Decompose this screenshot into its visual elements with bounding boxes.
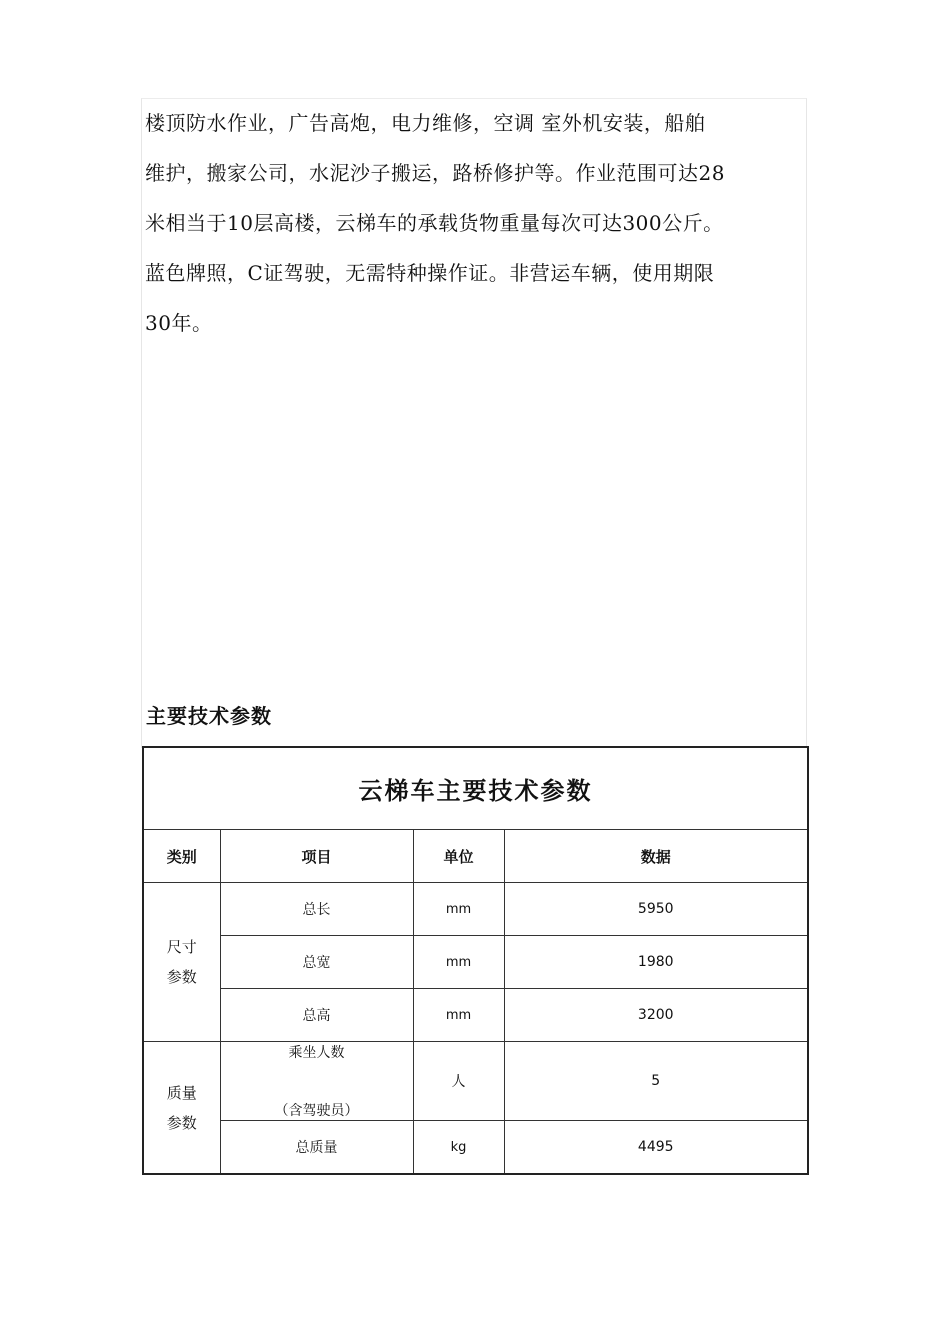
value-cell: 5	[504, 1042, 808, 1121]
unit-cell: kg	[413, 1121, 504, 1175]
paragraph-line: 蓝色牌照，C证驾驶，无需特种操作证。非营运车辆，使用期限	[145, 261, 715, 285]
paragraph-line: 米相当于10层高楼，云梯车的承载货物重量每次可达300公斤。	[145, 211, 724, 235]
item-cell: 总质量	[220, 1121, 413, 1175]
value-cell: 1980	[504, 936, 808, 989]
table-row	[143, 1042, 808, 1121]
item-cell: 总长	[220, 883, 413, 936]
item-label: 乘坐人数	[288, 1045, 345, 1061]
item-note: （含驾驶员）	[274, 1103, 359, 1119]
value-cell: 4495	[504, 1121, 808, 1175]
header-category: 类别	[143, 830, 220, 883]
specs-table	[142, 746, 809, 1175]
value-cell: 3200	[504, 989, 808, 1042]
paragraph-line: 30年。	[145, 311, 213, 335]
table-title: 云梯车主要技术参数	[143, 747, 808, 830]
header-item: 项目	[220, 830, 413, 883]
value-cell: 5950	[504, 883, 808, 936]
intro-paragraph	[145, 98, 809, 348]
item-cell: 总宽	[220, 936, 413, 989]
item-cell: 总高	[220, 989, 413, 1042]
category-line: 质量	[166, 1083, 197, 1102]
category-line: 参数	[166, 968, 197, 986]
unit-cell: mm	[413, 936, 504, 989]
category-cell	[143, 883, 220, 1042]
table-row	[143, 883, 808, 936]
unit-cell: 人	[413, 1042, 504, 1121]
section-heading: 主要技术参数	[146, 704, 272, 728]
unit-cell: mm	[413, 989, 504, 1042]
table-row	[143, 1121, 808, 1175]
table-row	[143, 989, 808, 1042]
paragraph-line: 维护，搬家公司，水泥沙子搬运，路桥修护等。作业范围可达28	[145, 161, 725, 185]
category-line: 尺寸	[166, 938, 197, 956]
table-header-row	[143, 830, 808, 883]
item-cell	[220, 1042, 413, 1121]
header-unit: 单位	[413, 830, 504, 883]
table-row	[143, 936, 808, 989]
header-value: 数据	[504, 830, 808, 883]
unit-cell: mm	[413, 883, 504, 936]
paragraph-line: 楼顶防水作业，广告高炮，电力维修，空调 室外机安装，船舶	[145, 111, 706, 135]
category-cell	[143, 1042, 220, 1175]
category-line: 参数	[166, 1113, 197, 1132]
